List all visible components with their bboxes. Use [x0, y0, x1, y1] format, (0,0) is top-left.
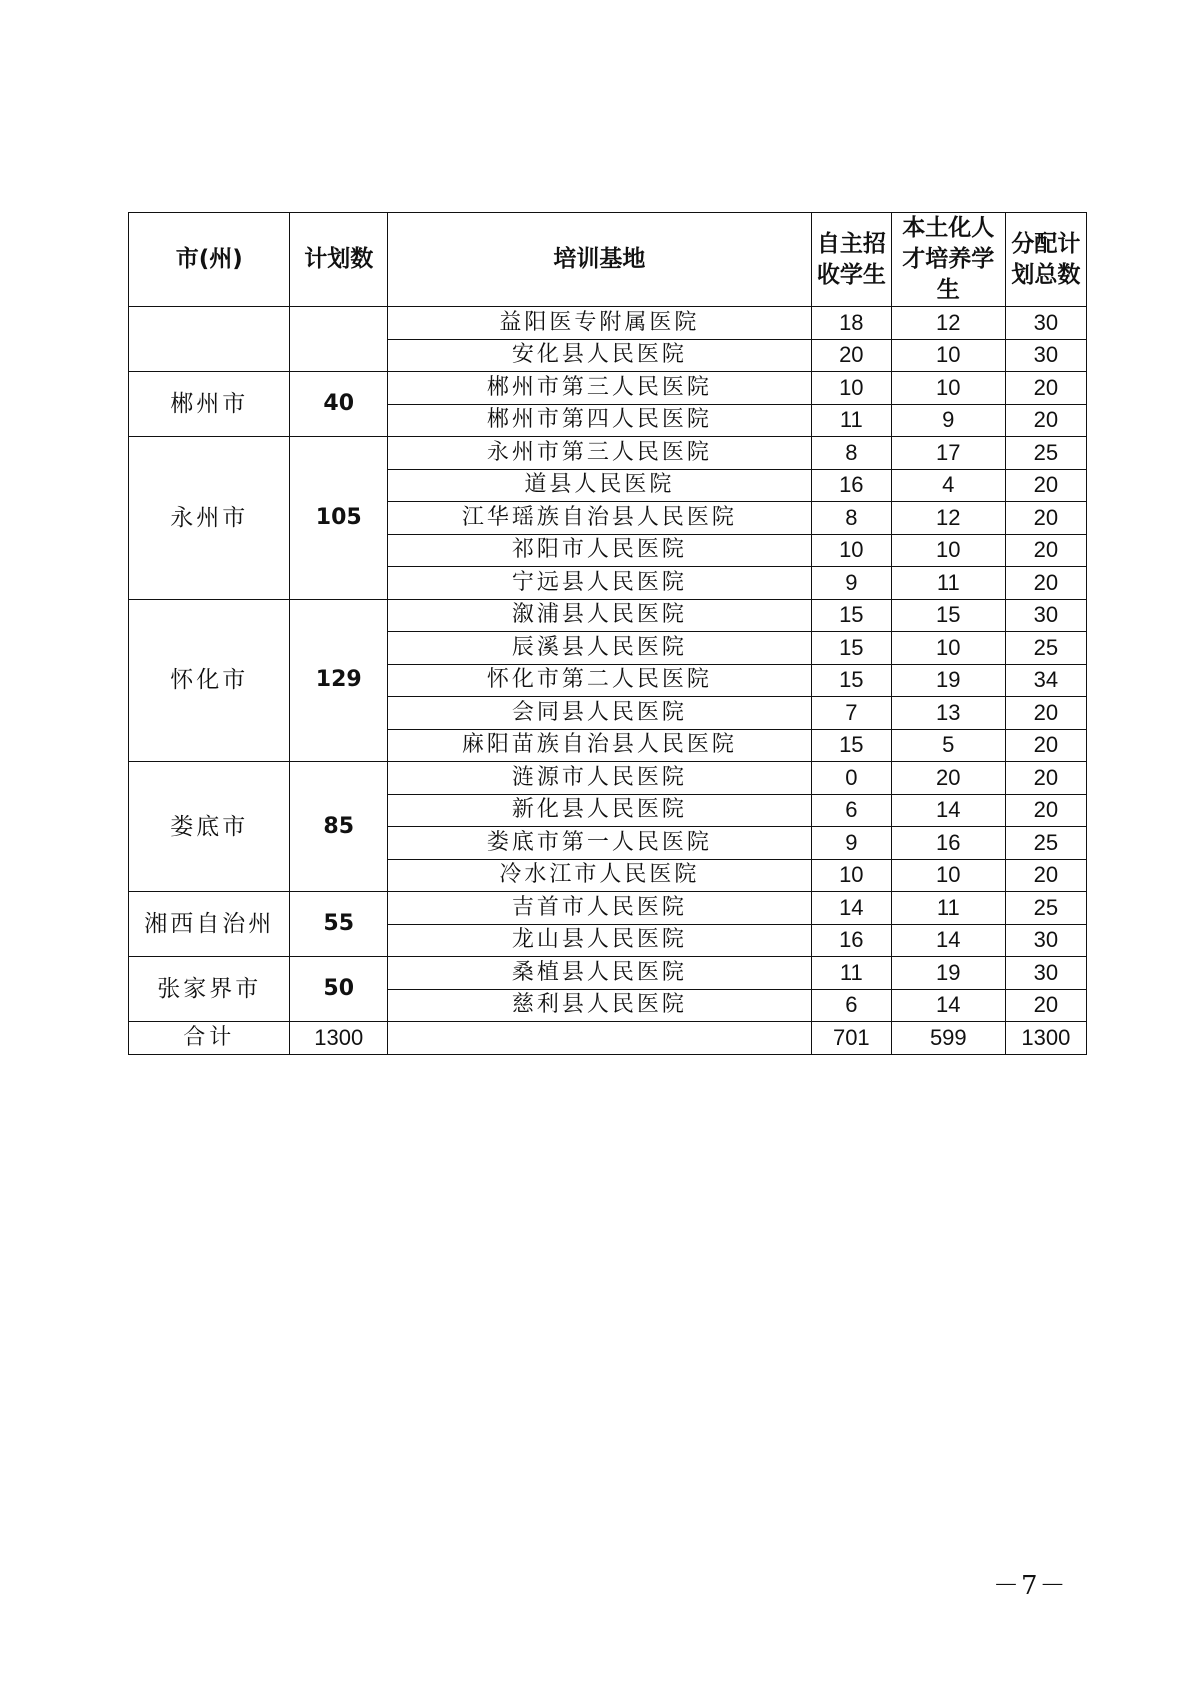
total-cell: 30	[1005, 307, 1086, 340]
training-base-cell: 安化县人民医院	[388, 339, 812, 372]
self-enroll-cell: 15	[811, 632, 891, 665]
self-enroll-cell: 16	[811, 469, 891, 502]
training-base-cell: 会同县人民医院	[388, 697, 812, 730]
plan-count-cell: 40	[290, 372, 388, 437]
local-talent-cell: 17	[891, 437, 1005, 470]
plan-count-cell: 85	[290, 762, 388, 892]
header-plan: 计划数	[290, 213, 388, 307]
total-cell: 25	[1005, 892, 1086, 925]
header-total: 分配计划总数	[1005, 213, 1086, 307]
total-cell: 25	[1005, 827, 1086, 860]
self-enroll-cell: 9	[811, 567, 891, 600]
city-cell: 郴州市	[129, 372, 290, 437]
self-enroll-cell: 0	[811, 762, 891, 795]
self-enroll-cell: 6	[811, 794, 891, 827]
training-base-cell: 冷水江市人民医院	[388, 859, 812, 892]
training-base-cell: 吉首市人民医院	[388, 892, 812, 925]
local-talent-cell: 14	[891, 794, 1005, 827]
training-plan-table	[128, 212, 1087, 1055]
training-base-cell: 龙山县人民医院	[388, 924, 812, 957]
local-talent-cell: 5	[891, 729, 1005, 762]
local-talent-cell: 11	[891, 892, 1005, 925]
local-talent-cell: 14	[891, 989, 1005, 1022]
totals-base	[388, 1022, 812, 1055]
table-row	[129, 372, 1087, 405]
city-cell: 娄底市	[129, 762, 290, 892]
self-enroll-cell: 11	[811, 404, 891, 437]
local-talent-cell: 9	[891, 404, 1005, 437]
local-talent-cell: 13	[891, 697, 1005, 730]
self-enroll-cell: 15	[811, 599, 891, 632]
local-talent-cell: 10	[891, 632, 1005, 665]
total-cell: 20	[1005, 372, 1086, 405]
city-cell: 湘西自治州	[129, 892, 290, 957]
total-cell: 25	[1005, 437, 1086, 470]
table-header	[129, 213, 1087, 307]
local-talent-cell: 14	[891, 924, 1005, 957]
city-cell: 张家界市	[129, 957, 290, 1022]
header-city: 市(州)	[129, 213, 290, 307]
training-base-cell: 慈利县人民医院	[388, 989, 812, 1022]
self-enroll-cell: 10	[811, 534, 891, 567]
self-enroll-cell: 15	[811, 729, 891, 762]
training-base-cell: 麻阳苗族自治县人民医院	[388, 729, 812, 762]
training-base-cell: 桑植县人民医院	[388, 957, 812, 990]
training-base-cell: 郴州市第四人民医院	[388, 404, 812, 437]
table-body	[129, 307, 1087, 1022]
local-talent-cell: 11	[891, 567, 1005, 600]
training-base-cell: 宁远县人民医院	[388, 567, 812, 600]
totals-self-enroll: 701	[811, 1022, 891, 1055]
city-cell: 永州市	[129, 437, 290, 600]
training-base-cell: 新化县人民医院	[388, 794, 812, 827]
table-row	[129, 307, 1087, 340]
city-cell	[129, 307, 290, 372]
totals-row	[129, 1022, 1087, 1055]
training-base-cell: 郴州市第三人民医院	[388, 372, 812, 405]
training-base-cell: 江华瑶族自治县人民医院	[388, 502, 812, 535]
header-local-talent: 本土化人才培养学生	[891, 213, 1005, 307]
table-row	[129, 957, 1087, 990]
total-cell: 20	[1005, 794, 1086, 827]
totals-total: 1300	[1005, 1022, 1086, 1055]
training-base-cell: 怀化市第二人民医院	[388, 664, 812, 697]
training-base-cell: 娄底市第一人民医院	[388, 827, 812, 860]
total-cell: 30	[1005, 599, 1086, 632]
table-row	[129, 762, 1087, 795]
self-enroll-cell: 20	[811, 339, 891, 372]
local-talent-cell: 20	[891, 762, 1005, 795]
training-base-cell: 辰溪县人民医院	[388, 632, 812, 665]
header-row	[129, 213, 1087, 307]
total-cell: 20	[1005, 404, 1086, 437]
header-base: 培训基地	[388, 213, 812, 307]
local-talent-cell: 10	[891, 372, 1005, 405]
totals-local-talent: 599	[891, 1022, 1005, 1055]
local-talent-cell: 19	[891, 957, 1005, 990]
table-footer	[129, 1022, 1087, 1055]
self-enroll-cell: 15	[811, 664, 891, 697]
self-enroll-cell: 7	[811, 697, 891, 730]
table-row	[129, 892, 1087, 925]
table-row	[129, 437, 1087, 470]
self-enroll-cell: 11	[811, 957, 891, 990]
total-cell: 20	[1005, 697, 1086, 730]
local-talent-cell: 10	[891, 534, 1005, 567]
training-base-cell: 涟源市人民医院	[388, 762, 812, 795]
local-talent-cell: 4	[891, 469, 1005, 502]
totals-label: 合计	[129, 1022, 290, 1055]
local-talent-cell: 10	[891, 859, 1005, 892]
self-enroll-cell: 14	[811, 892, 891, 925]
city-cell: 怀化市	[129, 599, 290, 762]
self-enroll-cell: 16	[811, 924, 891, 957]
self-enroll-cell: 18	[811, 307, 891, 340]
plan-count-cell: 129	[290, 599, 388, 762]
plan-count-cell	[290, 307, 388, 372]
header-self-enroll: 自主招收学生	[811, 213, 891, 307]
training-base-cell: 益阳医专附属医院	[388, 307, 812, 340]
total-cell: 20	[1005, 762, 1086, 795]
totals-plan: 1300	[290, 1022, 388, 1055]
self-enroll-cell: 10	[811, 372, 891, 405]
total-cell: 20	[1005, 859, 1086, 892]
plan-count-cell: 55	[290, 892, 388, 957]
local-talent-cell: 19	[891, 664, 1005, 697]
self-enroll-cell: 8	[811, 437, 891, 470]
self-enroll-cell: 6	[811, 989, 891, 1022]
total-cell: 30	[1005, 957, 1086, 990]
training-base-cell: 永州市第三人民医院	[388, 437, 812, 470]
plan-count-cell: 105	[290, 437, 388, 600]
total-cell: 30	[1005, 924, 1086, 957]
table-row	[129, 599, 1087, 632]
local-talent-cell: 12	[891, 307, 1005, 340]
total-cell: 20	[1005, 469, 1086, 502]
self-enroll-cell: 9	[811, 827, 891, 860]
total-cell: 20	[1005, 567, 1086, 600]
training-base-cell: 道县人民医院	[388, 469, 812, 502]
plan-count-cell: 50	[290, 957, 388, 1022]
local-talent-cell: 12	[891, 502, 1005, 535]
self-enroll-cell: 8	[811, 502, 891, 535]
total-cell: 20	[1005, 989, 1086, 1022]
local-talent-cell: 10	[891, 339, 1005, 372]
self-enroll-cell: 10	[811, 859, 891, 892]
total-cell: 20	[1005, 729, 1086, 762]
total-cell: 34	[1005, 664, 1086, 697]
local-talent-cell: 15	[891, 599, 1005, 632]
total-cell: 20	[1005, 534, 1086, 567]
local-talent-cell: 16	[891, 827, 1005, 860]
training-base-cell: 溆浦县人民医院	[388, 599, 812, 632]
page-number: －7－	[993, 1571, 1068, 1601]
total-cell: 25	[1005, 632, 1086, 665]
total-cell: 20	[1005, 502, 1086, 535]
total-cell: 30	[1005, 339, 1086, 372]
training-base-cell: 祁阳市人民医院	[388, 534, 812, 567]
